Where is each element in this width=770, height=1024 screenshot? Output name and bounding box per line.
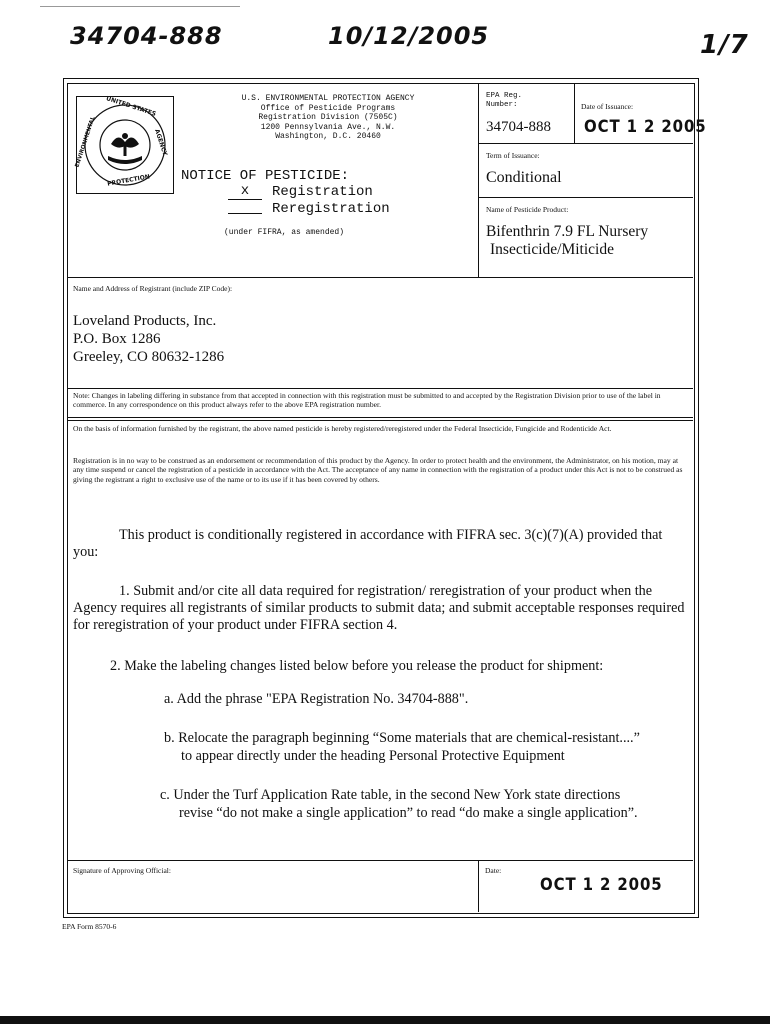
change-c-line1: c. Under the Turf Application Rate table, in the second New York state directions [160, 787, 621, 803]
change-b-line2: to appear directly under the heading Personal Protective Equipment [181, 748, 565, 764]
registration-label: Registration [272, 184, 373, 200]
agency-line: Office of Pesticide Programs [260, 103, 396, 113]
notice-title: NOTICE OF PESTICIDE: [181, 168, 350, 184]
scan-bottom-edge [0, 1016, 770, 1024]
signature-rule [67, 860, 693, 861]
product-name-line2: Insecticide/Miticide [490, 241, 614, 258]
date-divider-vertical [574, 83, 575, 143]
disclaimer-paragraph: Registration is in no way to be construed as an endorsement or recommendation of this product by the Agency. In order to protect health and the environment, the Administrator, on his motion, may at any time suspend or cancel the registration of a pesticide in accordance with the Act. The acceptance of any name in connection with the registration of a product under this Act is not to be construed as giving the registrant a right to exclusive use of the name or to its use if it has been covered by others. [73, 456, 683, 484]
term-value: Conditional [486, 169, 562, 186]
seal-text-left: ENVIRONMENTAL [74, 115, 97, 169]
agency-address [208, 94, 448, 142]
condition-1 [73, 583, 685, 634]
header-divider-vertical [478, 83, 479, 277]
signature-divider [478, 860, 479, 912]
top-rule [40, 6, 240, 7]
issuance-date-label: Date of Issuance: [581, 102, 634, 111]
condition-1-text: 1. Submit and/or cite all data required for registration/ reregistration of your product when the Agency requires all registrants of similar products to submit data; and submit acceptable responses required for reregistration of your product under FIFRA section 4. [73, 583, 685, 633]
registrant-name: Loveland Products, Inc. [73, 313, 217, 329]
seal-text-bottom: PROTECTION [106, 173, 151, 188]
agency-line: U.S. ENVIRONMENTAL PROTECTION AGENCY [241, 94, 415, 103]
note-rule-bottom [67, 417, 693, 418]
note-rule-bottom-2 [67, 420, 693, 421]
agency-line: 1200 Pennsylvania Ave., N.W. [260, 122, 396, 132]
registrant-city: Greeley, CO 80632-1286 [73, 349, 225, 365]
signature-date-label: Date: [485, 866, 502, 875]
handwritten-reg-number: 34704-888 [70, 22, 223, 50]
agency-line: Washington, D.C. 20460 [275, 132, 381, 141]
handwritten-page-number: 1/7 [700, 30, 749, 60]
signature-date-stamp: OCT 1 2 2005 [540, 875, 663, 895]
seal-text-top: UNITED STATES [105, 95, 157, 118]
note-rule-top [67, 388, 693, 389]
basis-paragraph: On the basis of information furnished by the registrant, the above named pesticide is hereby registered/reregistered under the Federal Insecticide, Fungicide and Rodenticide Act. [73, 424, 612, 433]
reregistration-checkbox [228, 213, 262, 214]
condition-2: 2. Make the labeling changes listed below before you release the product for shipment: [110, 658, 604, 674]
change-c-line2: revise “do not make a single application” to read “do make a single application”. [179, 805, 638, 821]
registration-mark: x [240, 183, 250, 199]
form-number: EPA Form 8570-6 [62, 922, 117, 931]
header-rule-1 [478, 143, 693, 144]
product-name-label: Name of Pesticide Product: [486, 205, 569, 214]
registrant-label: Name and Address of Registrant (include ZIP Code): [73, 284, 233, 293]
fifra-note: (under FIFRA, as amended) [224, 228, 345, 237]
header-rule-3 [67, 277, 693, 278]
labeling-note: Note: Changes in labeling differing in substance from that accepted in connection with this registration must be submitted to and accepted by the Registration Division prior to use of the label in commerce. In any correspondence on this product always refer to the above EPA registration number. [73, 391, 661, 410]
change-b-line1: b. Relocate the paragraph beginning “Some materials that are chemical-resistant....” [164, 730, 640, 746]
header-rule-2 [478, 197, 693, 198]
handwritten-date: 10/12/2005 [328, 22, 490, 50]
conditional-intro-text: This product is conditionally registered in accordance with FIFRA sec. 3(c)(7)(A) provided that you: [73, 527, 663, 560]
signature-label: Signature of Approving Official: [73, 866, 171, 875]
change-a: a. Add the phrase "EPA Registration No. 34704-888". [164, 691, 469, 707]
term-label: Term of Issuance: [486, 151, 540, 160]
epa-seal [76, 96, 174, 194]
seal-text-right: AGENCY [153, 128, 169, 157]
issuance-date-stamp: OCT 1 2 2005 [584, 117, 707, 137]
registrant-po-box: P.O. Box 1286 [73, 331, 161, 347]
product-name-line1: Bifenthrin 7.9 FL Nursery [486, 223, 649, 240]
epa-reg-number: 34704-888 [486, 119, 551, 135]
conditional-intro [73, 527, 685, 561]
epa-reg-label: EPA Reg. Number: [486, 92, 523, 109]
agency-line: Registration Division (7505C) [258, 113, 398, 122]
reregistration-label: Reregistration [272, 201, 390, 217]
registration-checkbox [228, 183, 262, 200]
